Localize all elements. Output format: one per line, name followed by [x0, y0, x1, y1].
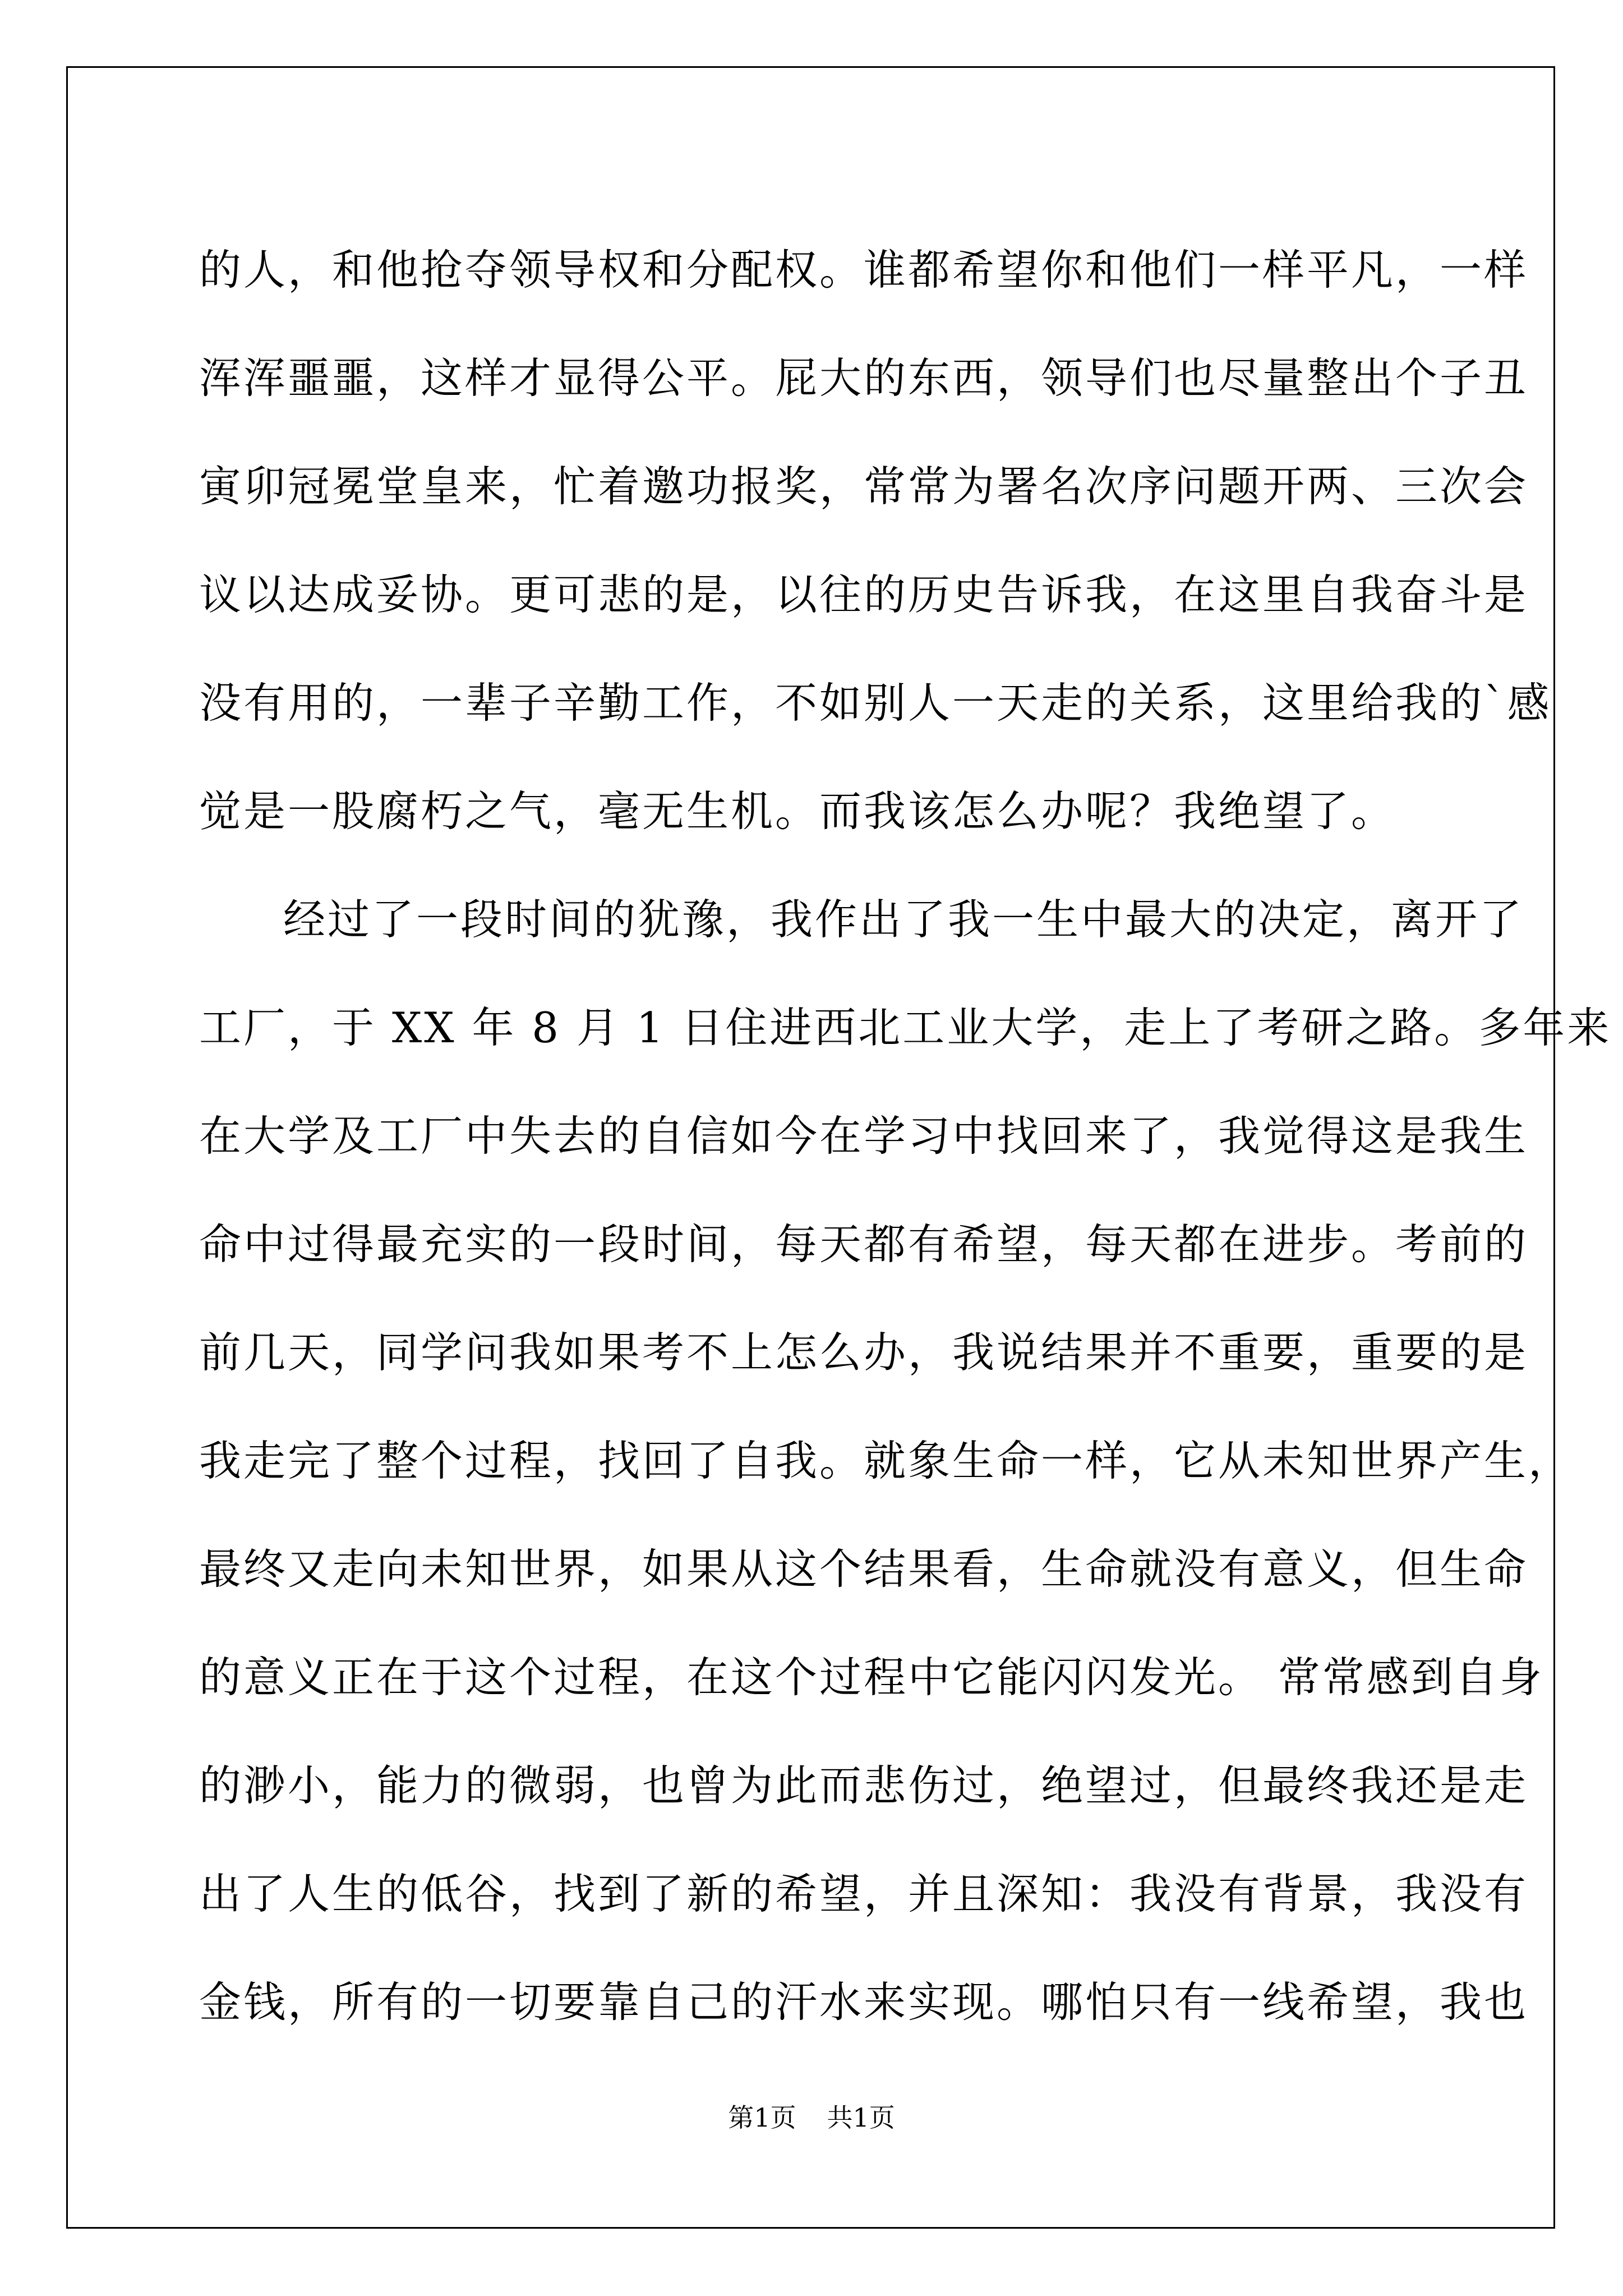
text-line: 寅卯冠冕堂皇来，忙着邀功报奖，常常为署名次序问题开两、三次会: [199, 462, 1529, 511]
text-line: 命中过得最充实的一段时间，每天都有希望，每天都在进步。考前的: [199, 1220, 1529, 1269]
text-line: 在大学及工厂中失去的自信如今在学习中找回来了，我觉得这是我生: [199, 1111, 1529, 1161]
text-line: 金钱，所有的一切要靠自己的汗水来实现。哪怕只有一线希望，我也: [199, 1977, 1529, 2027]
text-line: 议以达成妥协。更可悲的是，以往的历史告诉我，在这里自我奋斗是: [199, 570, 1529, 619]
text-line: 没有用的，一辈子辛勤工作，不如别人一天走的关系，这里给我的`感: [199, 678, 1552, 728]
page-footer: [0, 2101, 1623, 2134]
page-number-current: 第1页: [728, 2102, 796, 2133]
page-number-total: 共1页: [827, 2102, 895, 2133]
text-line: 的意义正在于这个过程，在这个过程中它能闪闪发光。 常常感到自身: [199, 1653, 1544, 1702]
text-line: 前几天，同学问我如果考不上怎么办，我说结果并不重要，重要的是: [199, 1328, 1529, 1377]
text-line: 最终又走向未知世界，如果从这个结果看，生命就没有意义，但生命: [199, 1544, 1529, 1594]
text-line: 我走完了整个过程，找回了自我。就象生命一样，它从未知世界产生，: [199, 1436, 1573, 1485]
text-line: 的渺小，能力的微弱，也曾为此而悲伤过，绝望过，但最终我还是走: [199, 1761, 1529, 1810]
document-body: [199, 216, 1612, 2056]
text-line: 浑浑噩噩，这样才显得公平。屁大的东西，领导们也尽量整出个子丑: [199, 353, 1529, 403]
text-line: 的人，和他抢夺领导权和分配权。谁都希望你和他们一样平凡，一样: [199, 245, 1529, 295]
text-line: 觉是一股腐朽之气，毫无生机。而我该怎么办呢？我绝望了。: [199, 786, 1396, 836]
text-line: 工厂，于 XX 年 8 月 1 日住进西北工业大学，走上了考研之路。多年来: [199, 1003, 1612, 1052]
text-line: 出了人生的低谷，找到了新的希望，并且深知：我没有背景，我没有: [199, 1869, 1529, 1918]
text-line: 经过了一段时间的犹豫，我作出了我一生中最大的决定，离开了: [283, 895, 1524, 944]
